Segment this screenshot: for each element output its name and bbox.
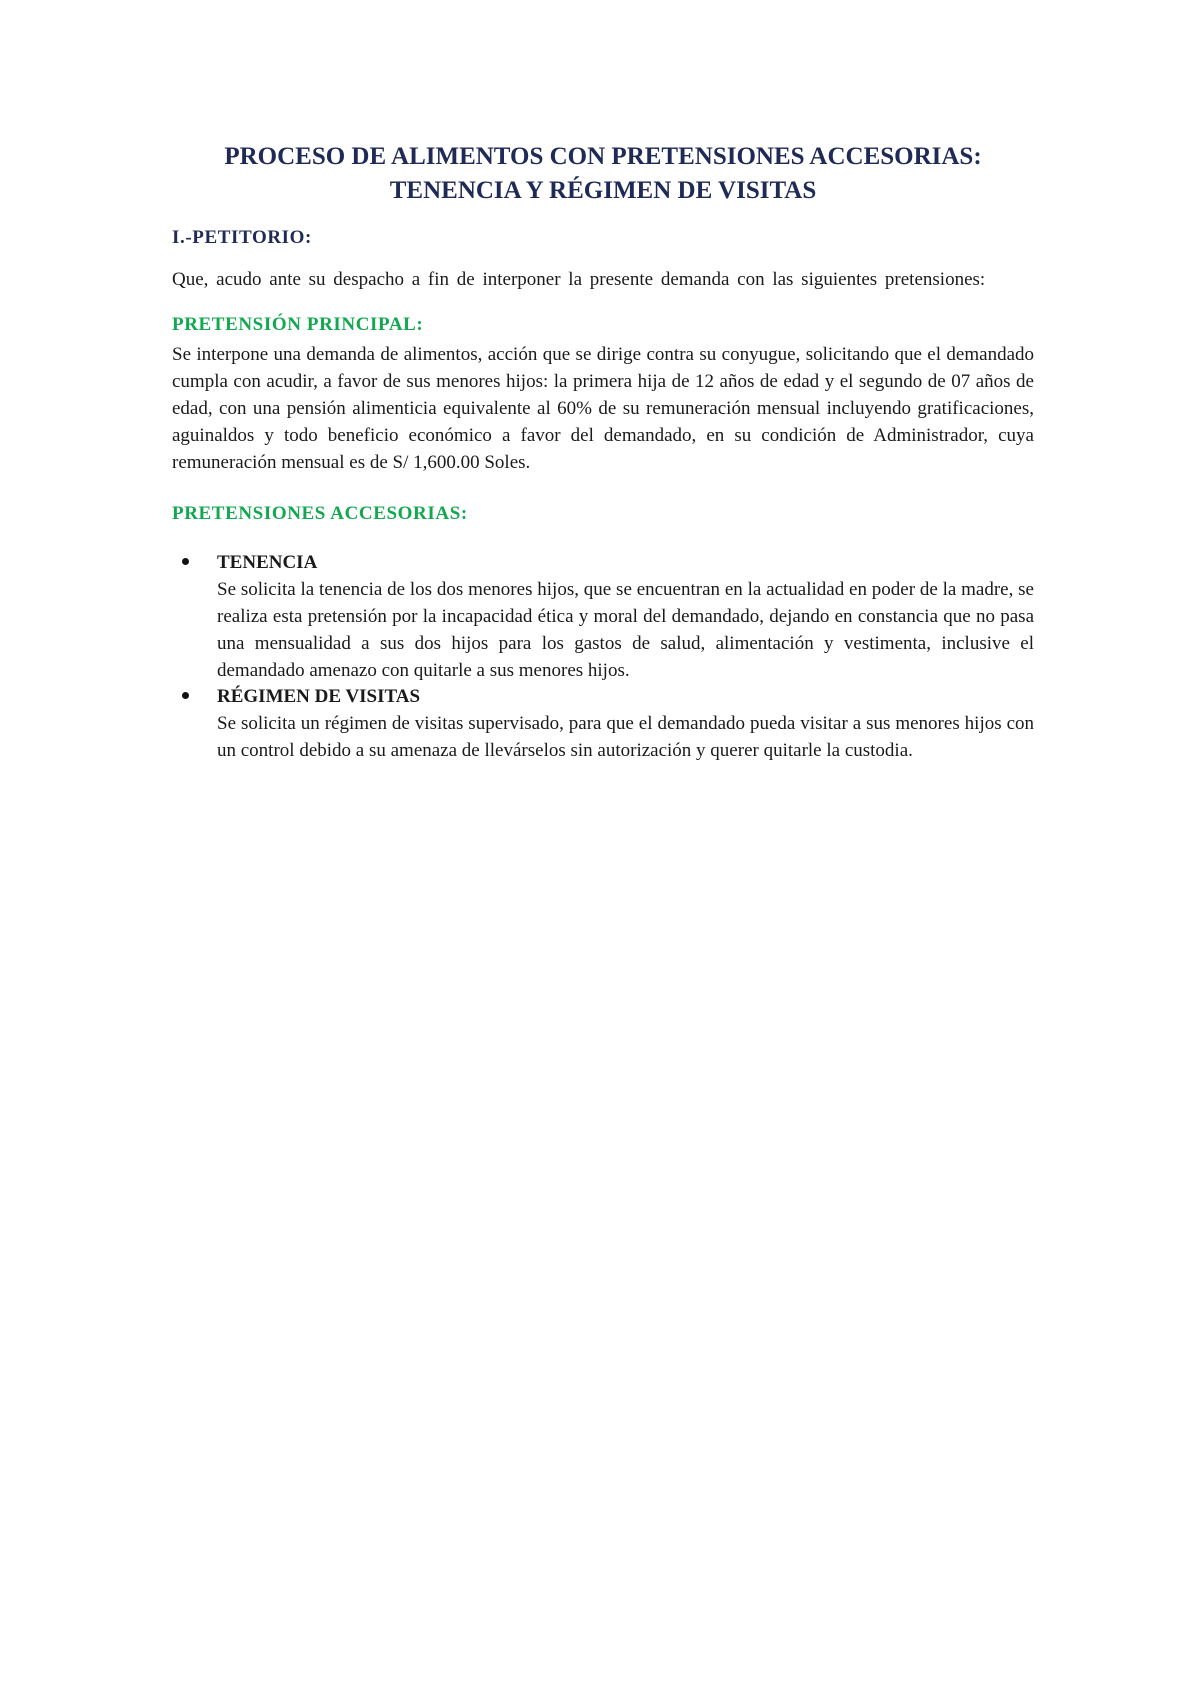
document-title xyxy=(172,140,1034,208)
list-item xyxy=(172,550,1034,684)
regimen-title: RÉGIMEN DE VISITAS xyxy=(217,686,421,707)
principal-heading: PRETENSIÓN PRINCIPAL: xyxy=(172,314,424,335)
title-line-2: TENENCIA Y RÉGIMEN DE VISITAS xyxy=(389,177,817,204)
list-item xyxy=(172,684,1034,764)
principal-text: Se interpone una demanda de alimentos, acción que se dirige contra su conyugue, solicitando que el demandado cumpla con acudir, a favor de sus menores hijos: la primera hija de 12 años de edad y el segundo de 07 años de edad, con una pensión alimenticia equivalente al 60% de su remuneración mensual incluyendo gratificaciones, aguinaldos y todo beneficio económico a favor del demandado, en su condición de Administrador, cuya remuneración mensual es de S/ 1,600.00 Soles. xyxy=(172,344,1034,473)
document-page xyxy=(172,140,1034,764)
bullet-icon xyxy=(182,692,189,699)
title-line-1: PROCESO DE ALIMENTOS CON PRETENSIONES ACCESORIAS: xyxy=(224,143,982,170)
tenencia-text: Se solicita la tenencia de los dos menores hijos, que se encuentran en la actualidad en poder de la madre, se realiza esta pretensión por la incapacidad ética y moral del demandado, dejando en constancia que no pasa una mensualidad a sus dos hijos para los gastos de salud, alimentación y vestimenta, inclusive el demandado amenazo con quitarle a sus menores hijos. xyxy=(217,579,1034,681)
petitorio-text: Que, acudo ante su despacho a fin de interponer la presente demanda con las siguientes pretensiones: xyxy=(172,269,986,290)
bullet-icon xyxy=(182,558,189,565)
accesorias-heading: PRETENSIONES ACCESORIAS: xyxy=(172,503,468,524)
accesorias-list xyxy=(172,550,1034,764)
petitorio-heading: I.-PETITORIO: xyxy=(172,227,312,248)
regimen-text: Se solicita un régimen de visitas supervisado, para que el demandado pueda visitar a sus menores hijos con un control debido a su amenaza de llevárselos sin autorización y querer quitarle la custodia. xyxy=(217,713,1034,761)
tenencia-title: TENENCIA xyxy=(217,552,318,573)
